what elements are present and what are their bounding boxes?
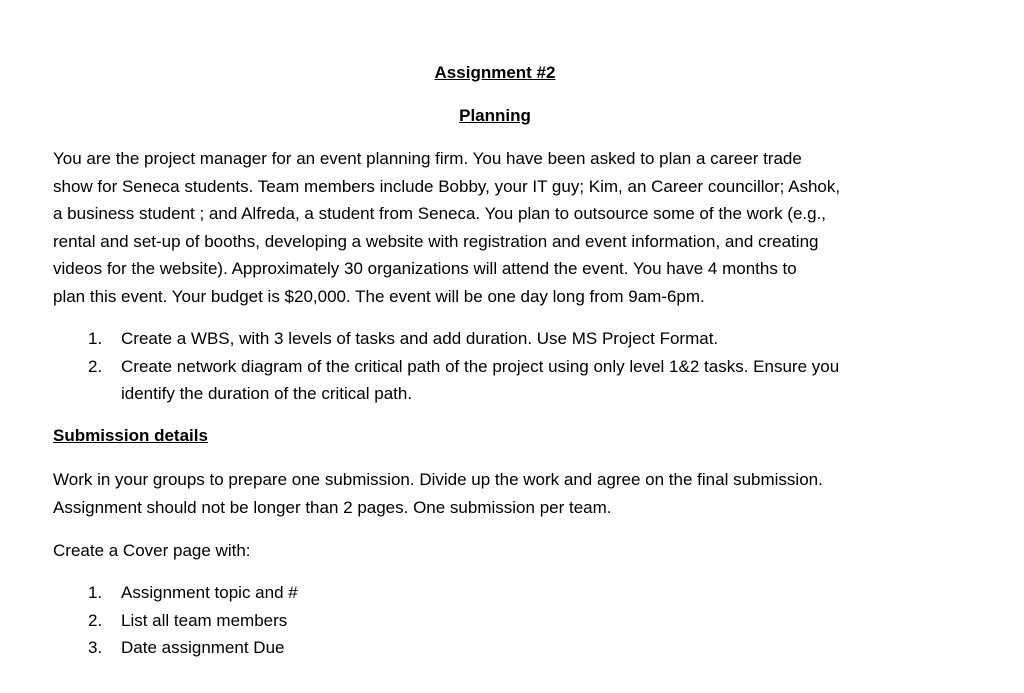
assignment-subtitle: Planning <box>459 106 531 125</box>
submission-line: Work in your groups to prepare one submission. Divide up the work and agree on the final submission. <box>53 470 823 489</box>
list-item-text: List all team members <box>121 610 288 630</box>
list-item-text: Assignment topic and # <box>121 583 298 602</box>
list-item <box>53 325 953 353</box>
intro-line: plan this event. Your budget is $20,000. The event will be one day long from 9am-6pm. <box>53 286 705 306</box>
list-number: 3. <box>88 638 103 657</box>
cover-list <box>53 579 953 662</box>
submission-line: Assignment should not be longer than 2 pages. One submission per team. <box>53 497 612 517</box>
list-item-text: Create network diagram of the critical path of the project using only level 1&2 tasks. Ensure you <box>121 356 840 376</box>
intro-line: You are the project manager for an event planning firm. You have been asked to plan a career trade <box>53 149 802 168</box>
list-item-text: Create a WBS, with 3 levels of tasks and add duration. Use MS Project Format. <box>121 329 719 348</box>
task-list <box>53 325 953 408</box>
intro-line: a business student ; and Alfreda, a student from Seneca. You plan to outsource some of the work (e.g., <box>53 204 827 223</box>
list-number: 2. <box>88 610 103 630</box>
list-item <box>53 579 953 607</box>
intro-paragraph <box>53 145 953 310</box>
list-number: 1. <box>88 583 103 602</box>
submission-paragraph <box>53 466 953 521</box>
list-number: 1. <box>88 329 103 348</box>
list-item <box>53 634 953 662</box>
cover-intro: Create a Cover page with: <box>53 541 251 560</box>
list-item <box>53 353 953 408</box>
submission-heading: Submission details <box>53 426 208 445</box>
list-number: 2. <box>88 356 103 376</box>
assignment-title: Assignment #2 <box>434 63 556 82</box>
intro-line: rental and set-up of booths, developing a website with registration and event information, and creating <box>53 231 819 251</box>
intro-line: videos for the website). Approximately 30 organizations will attend the event. You have 4 months to <box>53 259 797 278</box>
list-item <box>53 607 953 635</box>
list-item-text: identify the duration of the critical path. <box>121 384 413 403</box>
intro-line: show for Seneca students. Team members include Bobby, your IT guy; Kim, an Career councillor; Ashok, <box>53 176 841 196</box>
list-item-text: Date assignment Due <box>121 638 285 657</box>
